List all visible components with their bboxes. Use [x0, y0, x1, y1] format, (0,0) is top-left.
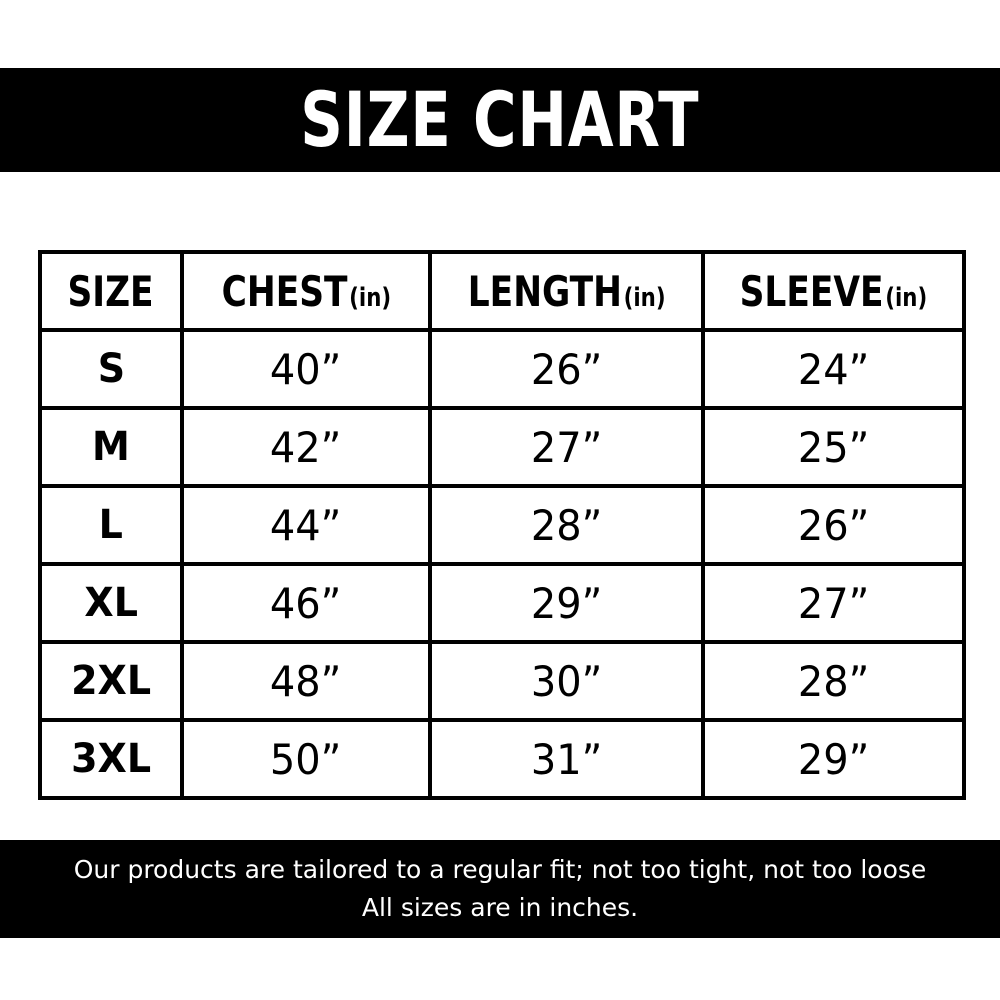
size-chart-table-wrapper — [38, 250, 962, 800]
cell-length — [430, 642, 703, 720]
cell-length — [430, 486, 703, 564]
column-header-sleeve — [703, 252, 964, 330]
cell-size — [40, 720, 182, 798]
cell-chest-value: 42” — [270, 422, 342, 472]
cell-chest-value: 40” — [270, 344, 342, 394]
column-header-chest-unit: (in) — [348, 282, 391, 313]
cell-size — [40, 642, 182, 720]
footer-note-units: All sizes are in inches. — [361, 893, 639, 922]
cell-sleeve-value: 29” — [797, 734, 870, 784]
cell-chest — [182, 408, 430, 486]
cell-chest — [182, 330, 430, 408]
cell-length — [430, 720, 703, 798]
cell-sleeve — [703, 720, 964, 798]
column-header-sleeve-label: SLEEVE — [739, 266, 884, 316]
cell-chest-value: 44” — [270, 500, 342, 550]
table-row — [40, 564, 964, 642]
cell-sleeve-value: 24” — [797, 344, 870, 394]
cell-sleeve-value: 28” — [797, 656, 870, 706]
table-body — [40, 330, 964, 798]
column-header-chest — [182, 252, 430, 330]
cell-size — [40, 408, 182, 486]
cell-length-value: 28” — [530, 500, 603, 550]
cell-length — [430, 564, 703, 642]
cell-sleeve — [703, 408, 964, 486]
table-header-row — [40, 252, 964, 330]
cell-length-value: 30” — [530, 656, 603, 706]
cell-size — [40, 564, 182, 642]
column-header-sleeve-unit: (in) — [885, 282, 928, 313]
table-header — [40, 252, 964, 330]
cell-size — [40, 486, 182, 564]
cell-sleeve — [703, 642, 964, 720]
column-header-length-unit: (in) — [623, 282, 666, 313]
cell-size-value: 3XL — [71, 736, 151, 782]
cell-chest-value: 46” — [270, 578, 342, 628]
cell-size — [40, 330, 182, 408]
header-banner — [0, 68, 1000, 172]
cell-sleeve — [703, 330, 964, 408]
footer-note-fit: Our products are tailored to a regular fit; not too tight, not too loose — [73, 855, 927, 884]
cell-length-value: 27” — [530, 422, 603, 472]
size-chart-table — [38, 250, 966, 800]
column-header-size-label: SIZE — [67, 266, 155, 316]
cell-chest — [182, 486, 430, 564]
cell-size-value: M — [92, 424, 130, 470]
cell-length-value: 31” — [530, 734, 603, 784]
column-header-chest-label: CHEST — [221, 266, 348, 316]
table-row — [40, 642, 964, 720]
cell-chest — [182, 642, 430, 720]
column-header-length-label: LENGTH — [467, 266, 622, 316]
cell-sleeve-value: 25” — [797, 422, 870, 472]
footer-banner — [0, 840, 1000, 938]
table-row — [40, 408, 964, 486]
cell-size-value: XL — [84, 580, 138, 626]
table-row — [40, 720, 964, 798]
cell-length-value: 29” — [530, 578, 603, 628]
page-title: SIZE CHART — [300, 75, 700, 164]
cell-chest — [182, 720, 430, 798]
cell-size-value: 2XL — [71, 658, 151, 704]
column-header-length — [430, 252, 703, 330]
cell-length-value: 26” — [530, 344, 603, 394]
cell-sleeve-value: 27” — [797, 578, 870, 628]
column-header-size — [40, 252, 182, 330]
cell-size-value: S — [97, 346, 125, 392]
table-row — [40, 486, 964, 564]
cell-chest-value: 48” — [270, 656, 342, 706]
cell-sleeve — [703, 486, 964, 564]
cell-sleeve-value: 26” — [797, 500, 870, 550]
cell-chest — [182, 564, 430, 642]
cell-size-value: L — [98, 502, 124, 548]
cell-sleeve — [703, 564, 964, 642]
cell-length — [430, 408, 703, 486]
cell-chest-value: 50” — [270, 734, 342, 784]
cell-length — [430, 330, 703, 408]
table-row — [40, 330, 964, 408]
